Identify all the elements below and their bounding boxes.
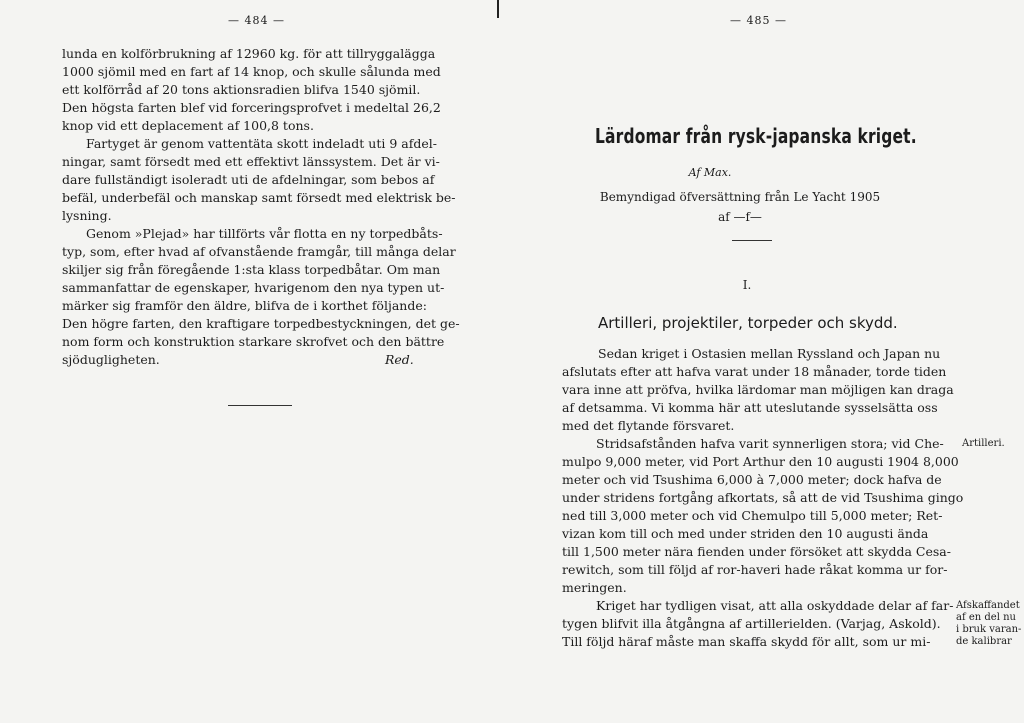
text-line: vara inne att pröfva, hvilka lärdomar man möjligen kan draga [562,382,954,397]
text-line: Stridsafstånden hafva varit synnerligen stora; vid Che- [596,436,944,451]
margin-note: Artilleri. [962,438,1005,449]
text-line: sammanfattar de egenskaper, hvarigenom den nya typen ut- [62,280,445,295]
text-line: dare fullständigt isoleradt uti de afdelningar, som bebos af [62,172,435,187]
text-line: ett kolförråd af 20 tons aktionsradien blifva 1540 sjömil. [62,82,421,97]
text-line: knop vid ett deplacement af 100,8 tons. [62,118,314,133]
text-line: ningar, samt försedt med ett effektivt länssystem. Det är vi- [62,154,440,169]
text-line: nom form och konstruktion starkare skrofvet och den bättre [62,334,445,349]
text-line: märker sig framför den äldre, blifva de i korthet följande: [62,298,427,313]
text-line: mulpo 9,000 meter, vid Port Arthur den 10 augusti 1904 8,000 [562,454,959,469]
margin-note: i bruk varan- [956,624,1022,635]
text-line: lunda en kolförbrukning af 12960 kg. för att tillryggalägga [62,46,436,61]
left-page [0,0,500,723]
text-line: afslutats efter att hafva varat under 18 månader, torde tiden [562,364,947,379]
title-rule [732,240,772,241]
text-line: Kriget har tydligen visat, att alla oskyddade delar af far- [596,598,954,613]
text-line: Den högre farten, den kraftigare torpedbestyckningen, det ge- [62,316,460,331]
page-number-right: — 485 — [730,14,787,27]
text-line: tygen blifvit illa åtgångna af artillerielden. (Varjag, Askold). [562,616,941,631]
text-line: sjödugligheten. [62,352,160,367]
text-line: rewitch, som till följd af ror-haveri hade råkat komma ur for- [562,562,948,577]
text-line: med det flytande försvaret. [562,418,735,433]
end-rule [228,405,292,406]
permission-line: Bemyndigad öfversättning från Le Yacht 1905 [599,190,881,204]
text-line: meter och vid Tsushima 6,000 à 7,000 meter; dock hafva de [562,472,942,487]
text-line: Den högsta farten blef vid forceringsprofvet i medeltal 26,2 [62,100,441,115]
text-line: Till följd häraf måste man skaffa skydd för allt, som ur mi- [562,634,931,649]
text-line: skiljer sig från föregående 1:sta klass torpedbåtar. Om man [62,262,441,277]
text-line: under stridens fortgång afkortats, så att de vid Tsushima gingo [562,490,964,505]
text-line: befäl, underbefäl och manskap samt försedt med elektrisk be- [62,190,456,205]
text-line: Sedan kriget i Ostasien mellan Ryssland och Japan nu [598,346,941,361]
translator-line: af —f— [718,210,762,224]
text-line: vizan kom till och med under striden den 10 augusti ända [562,526,929,541]
section-number: I. [742,278,752,292]
margin-note: de kalibrar [956,636,1012,647]
signature: Red. [385,352,414,367]
author-line: Af Max. [688,166,732,179]
text-line: Fartyget är genom vattentäta skott indeladt uti 9 afdel- [86,136,437,151]
right-page [510,0,1024,723]
text-line: typ, som, efter hvad af ofvanstående framgår, till många delar [62,244,456,259]
article-title: Lärdomar från rysk-japanska kriget. [595,124,917,148]
text-line: Genom »Plejad» har tillförts vår flotta en ny torpedbåts- [86,226,443,241]
section-heading: Artilleri, projektiler, torpeder och skydd. [598,314,898,332]
margin-note: af en del nu [956,612,1016,623]
margin-note: Afskaffandet [956,600,1020,611]
text-line: 1000 sjömil med en fart af 14 knop, och skulle sålunda med [62,64,441,79]
page-number-left: — 484 — [228,14,285,27]
text-line: lysning. [62,208,112,223]
text-line: af detsamma. Vi komma här att uteslutande sysselsätta oss [562,400,938,415]
text-line: till 1,500 meter nära fienden under försöket att skydda Cesa- [562,544,951,559]
text-line: meringen. [562,580,627,595]
text-line: ned till 3,000 meter och vid Chemulpo till 5,000 meter; Ret- [562,508,943,523]
